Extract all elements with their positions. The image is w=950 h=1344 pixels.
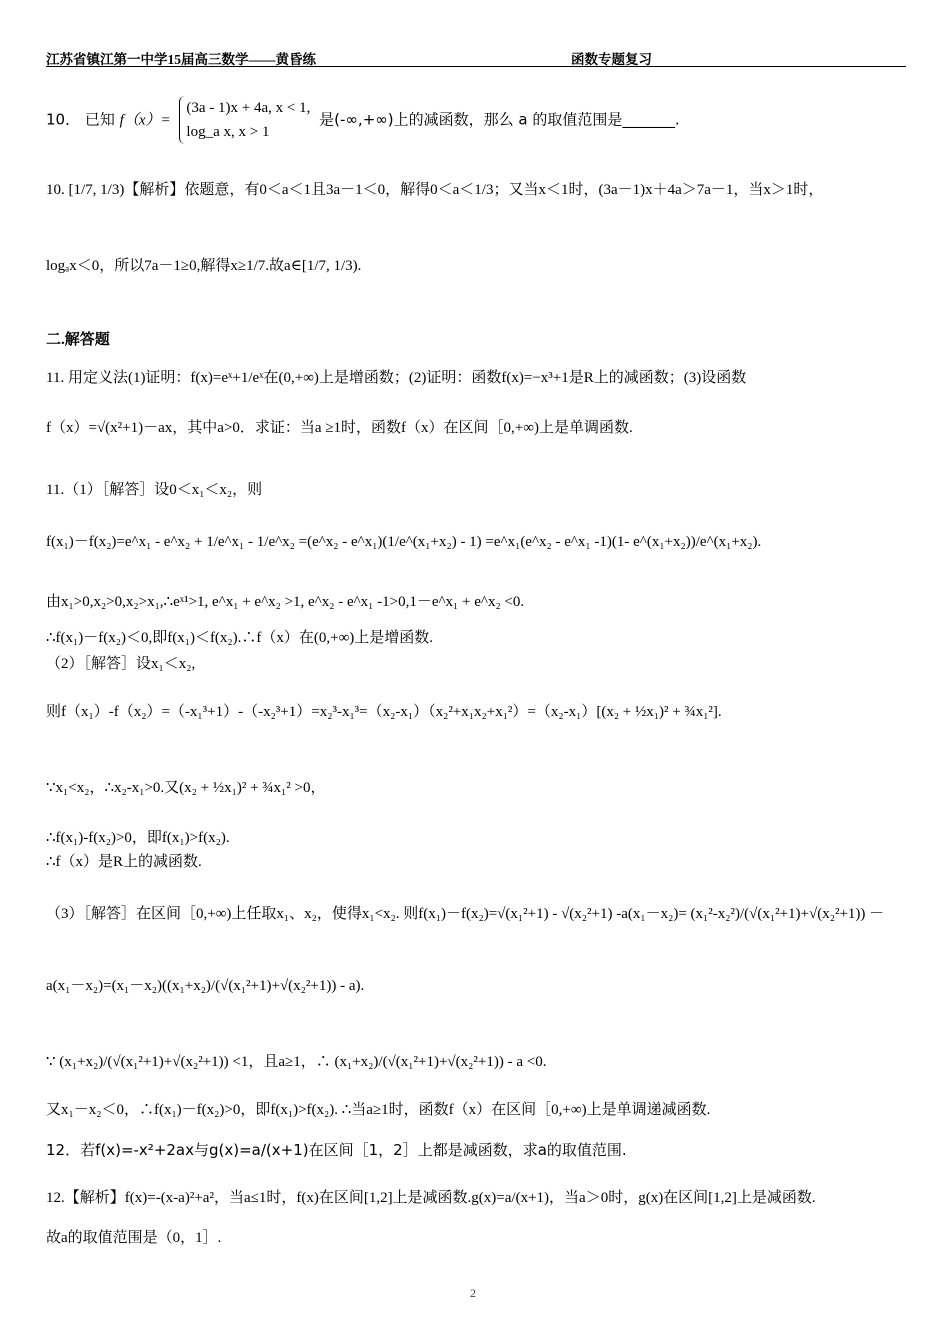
question-12: 12．若f(x)=-x²+2ax与g(x)=a/(x+1)在区间［1，2］上都是减函数，求a的取值范围. [46, 1141, 627, 1159]
question-11-line1: 11. 用定义法(1)证明：f(x)=eˣ+1/eˣ在(0,+∞)上是增函数；(2)证明：函数f(x)=−x³+1是R上的减函数；(3)设函数 [46, 370, 747, 386]
function-label: f（x）= [119, 112, 171, 129]
header-left: 江苏省镇江第一中学15届高三数学——黄昏练 [46, 52, 316, 67]
answer-11-part3-head: （3）［解答］在区间［0,+∞)上任取x₁、x₂，使得x₁<x₂. 则f(x₁)－f(x₂)=√(x₁²+1) - √(x₂²+1) -a(x₁－x₂)= (x₁²-x₂²)/(√(x₁²+1)+√(x₂²+1)) － [46, 906, 885, 922]
page-number: 2 [470, 1286, 476, 1300]
answer-12-line2: 故a的取值范围是（0，1］. [46, 1230, 222, 1246]
answer-12-line1: 12.【解析】f(x)=-(x-a)²+a²，当a≤1时，f(x)在区间[1,2]上是减函数.g(x)=a/(x+1)，当a＞0时，g(x)在区间[1,2]上是减函数. [46, 1190, 816, 1206]
answer-11-part3-equation: a(x₁－x₂)=(x₁－x₂)((x₁+x₂)/(√(x₁²+1)+√(x₂²+1)) - a). [46, 978, 365, 994]
answer-11-part2-b: ∴f(x₁)-f(x₂)>0，即f(x₁)>f(x₂). [46, 830, 230, 846]
page-header [46, 46, 906, 67]
answer-11-part2-equation: 则f（x₁）-f（x₂）=（-x₁³+1）-（-x₂³+1）=x₂³-x₁³=（x₂-x₁）（x₂²+x₁x₂+x₁²）=（x₂-x₁）[(x₂ + ½x₁)² + ¾x₁²]. [46, 704, 722, 720]
answer-11-part3-b: 又x₁－x₂＜0，∴f(x₁)－f(x₂)>0，即f(x₁)>f(x₂). ∴当a≥1时，函数f（x）在区间［0,+∞)上是单调递减函数. [46, 1102, 711, 1118]
answer-11-part2-c: ∴f（x）是R上的减函数. [46, 854, 202, 870]
answer-11-part1-equation: f(x₁)－f(x₂)=e^x₁ - e^x₂ + 1/e^x₁ - 1/e^x₂ =(e^x₂ - e^x₁)(1/e^(x₁+x₂) - 1) =e^x₁(e^x₂ - e^x₁ -1)(1- e^(x₁+x₂))/e^(x₁+x₂). [46, 534, 762, 550]
piece-2: log_a x, x > 1 [186, 124, 270, 140]
piecewise-function [179, 96, 310, 144]
question-10 [46, 96, 680, 144]
answer-11-part1-b: ∴f(x₁)－f(x₂)＜0,即f(x₁)＜f(x₂).∴f（x）在(0,+∞)上是增函数. [46, 630, 434, 646]
answer-11-part2-head: （2）［解答］设x₁＜x₂, [46, 656, 196, 672]
question-11-line2: f（x）=√(x²+1)－ax，其中a>0．求证：当a ≥1时，函数f（x）在区间［0,+∞)上是单调函数. [46, 420, 633, 436]
answer-11-part1-head: 11.（1）［解答］设0＜x₁＜x₂，则 [46, 482, 263, 498]
answer-11-part3-a: ∵ (x₁+x₂)/(√(x₁²+1)+√(x₂²+1)) <1，且a≥1，∴ (x₁+x₂)/(√(x₁²+1)+√(x₂²+1)) - a <0. [46, 1054, 547, 1070]
answer-10-line2: logₐx＜0，所以7a－1≥0,解得x≥1/7.故a∈[1/7, 1/3). [46, 258, 362, 274]
answer-11-part2-a: ∵x₁<x₂，∴x₂-x₁>0.又(x₂ + ½x₁)² + ¾x₁² >0， [46, 780, 326, 796]
question-tail: 是(-∞,+∞)上的减函数，那么 a 的取值范围是_______. [319, 110, 680, 129]
section-title: 二.解答题 [46, 332, 110, 348]
piece-1: (3a - 1)x + 4a, x < 1, [186, 100, 311, 116]
header-right: 函数专题复习 [571, 52, 652, 67]
answer-10-line1: 10. [1/7, 1/3)【解析】依题意，有0＜a＜1且3a－1＜0，解得0＜a＜1/3；又当x＜1时，(3a－1)x＋4a＞7a－1，当x＞1时， [46, 182, 824, 198]
answer-11-part1-a: 由x₁>0,x₂>0,x₂>x₁,∴eˣ¹>1, e^x₁ + e^x₂ >1, e^x₂ - e^x₁ -1>0,1－e^x₁ + e^x₂ <0. [46, 594, 525, 610]
question-number: 10． [46, 110, 81, 129]
question-lead: 已知 [84, 110, 115, 129]
